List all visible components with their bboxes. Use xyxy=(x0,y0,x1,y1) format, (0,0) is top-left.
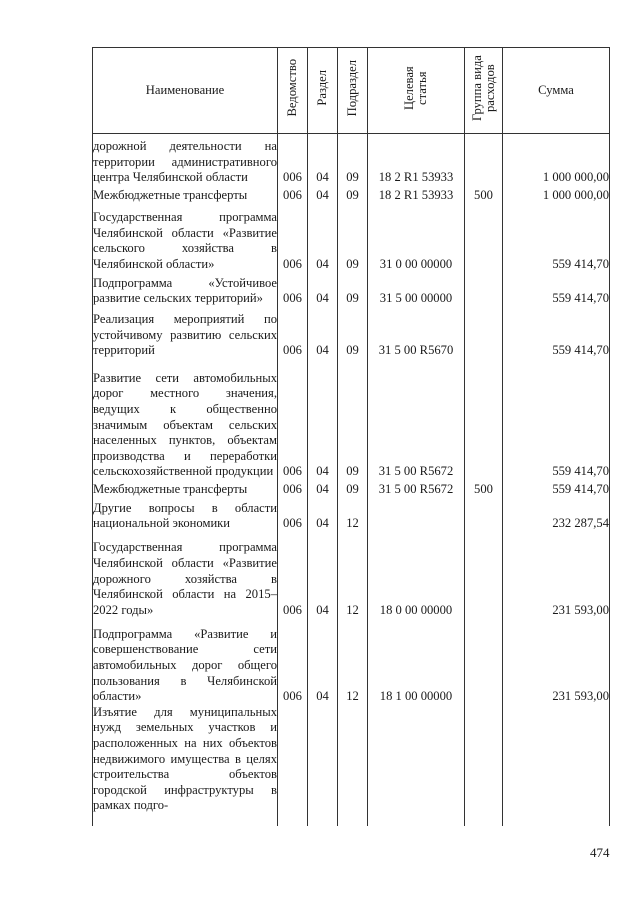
row-name: Другие вопросы в области национальной экономики xyxy=(93,497,278,532)
header-subsection-label: Подраздел xyxy=(345,60,359,117)
header-dept-label: Ведомство xyxy=(285,59,299,117)
row-name: Изъятие для муниципальных нужд земельных участков и расположенных на них объектов недвижимого имущества в целях строительства объектов городской инфраструктуры в рамках подго- xyxy=(93,705,278,826)
row-subsection: 09 xyxy=(338,134,368,186)
row-section: 04 xyxy=(308,618,338,704)
row-group xyxy=(465,134,503,186)
row-name: Реализация мероприятий по устойчивому развитию сельских территорий xyxy=(93,307,278,359)
table-row xyxy=(93,497,610,532)
row-name: дорожной деятельности на территории административного центра Челябинской области xyxy=(93,134,278,186)
row-section: 04 xyxy=(308,134,338,186)
table-row xyxy=(93,307,610,359)
row-amount xyxy=(503,705,610,826)
row-dept: 006 xyxy=(278,497,308,532)
row-target xyxy=(368,497,465,532)
row-section: 04 xyxy=(308,272,338,307)
row-group xyxy=(465,618,503,704)
row-dept: 006 xyxy=(278,186,308,203)
row-dept: 006 xyxy=(278,203,308,272)
row-target: 31 5 00 R5672 xyxy=(368,480,465,497)
row-group xyxy=(465,307,503,359)
row-amount: 559 414,70 xyxy=(503,203,610,272)
row-section: 04 xyxy=(308,532,338,618)
header-amount: Сумма xyxy=(503,48,610,134)
row-name: Подпрограмма «Устойчивое развитие сельских территорий» xyxy=(93,272,278,307)
row-dept: 006 xyxy=(278,134,308,186)
header-section xyxy=(308,48,338,134)
header-section-label: Раздел xyxy=(315,70,329,107)
row-target: 18 1 00 00000 xyxy=(368,618,465,704)
row-subsection: 12 xyxy=(338,497,368,532)
row-amount: 232 287,54 xyxy=(503,497,610,532)
row-target xyxy=(368,705,465,826)
row-name: Развитие сети автомобильных дорог местного значения, ведущих к общественно значимым объектам сельских населенных пунктов, объектам производства и переработки сельскохозяйственной продукции xyxy=(93,359,278,480)
row-section: 04 xyxy=(308,497,338,532)
row-group: 500 xyxy=(465,186,503,203)
row-dept: 006 xyxy=(278,272,308,307)
header-name: Наименование xyxy=(93,48,278,134)
row-dept: 006 xyxy=(278,532,308,618)
header-target xyxy=(368,48,465,134)
row-section: 04 xyxy=(308,203,338,272)
row-amount: 559 414,70 xyxy=(503,480,610,497)
header-dept xyxy=(278,48,308,134)
row-group xyxy=(465,532,503,618)
row-group xyxy=(465,272,503,307)
row-subsection: 12 xyxy=(338,618,368,704)
budget-table xyxy=(92,47,610,826)
row-subsection: 09 xyxy=(338,272,368,307)
row-amount: 231 593,00 xyxy=(503,618,610,704)
row-amount: 559 414,70 xyxy=(503,307,610,359)
row-target: 18 2 R1 53933 xyxy=(368,186,465,203)
row-target: 31 5 00 R5672 xyxy=(368,359,465,480)
row-name: Межбюджетные трансферты xyxy=(93,480,278,497)
row-section: 04 xyxy=(308,186,338,203)
table-row xyxy=(93,203,610,272)
row-group: 500 xyxy=(465,480,503,497)
row-group xyxy=(465,497,503,532)
row-subsection: 09 xyxy=(338,307,368,359)
row-target: 31 0 00 00000 xyxy=(368,203,465,272)
row-section: 04 xyxy=(308,480,338,497)
row-subsection xyxy=(338,705,368,826)
table-row xyxy=(93,272,610,307)
row-subsection: 09 xyxy=(338,480,368,497)
row-group xyxy=(465,705,503,826)
row-name: Государственная программа Челябинской области «Развитие сельского хозяйства в Челябинской области» xyxy=(93,203,278,272)
table-row xyxy=(93,618,610,704)
row-target: 18 2 R1 53933 xyxy=(368,134,465,186)
table-row xyxy=(93,532,610,618)
table-row xyxy=(93,134,610,186)
page-number: 474 xyxy=(590,845,610,860)
row-amount: 231 593,00 xyxy=(503,532,610,618)
row-name: Межбюджетные трансферты xyxy=(93,186,278,203)
row-amount: 559 414,70 xyxy=(503,272,610,307)
table-row xyxy=(93,480,610,497)
row-target: 31 5 00 00000 xyxy=(368,272,465,307)
row-group xyxy=(465,359,503,480)
row-section: 04 xyxy=(308,307,338,359)
row-amount: 1 000 000,00 xyxy=(503,134,610,186)
row-dept: 006 xyxy=(278,618,308,704)
row-subsection: 09 xyxy=(338,186,368,203)
row-target: 31 5 00 R5670 xyxy=(368,307,465,359)
header-subsection xyxy=(338,48,368,134)
row-subsection: 12 xyxy=(338,532,368,618)
row-dept: 006 xyxy=(278,307,308,359)
row-group xyxy=(465,203,503,272)
table-row xyxy=(93,186,610,203)
row-amount: 1 000 000,00 xyxy=(503,186,610,203)
table-row xyxy=(93,705,610,826)
row-name: Государственная программа Челябинской области «Развитие дорожного хозяйства в Челябинской области на 2015–2022 годы» xyxy=(93,532,278,618)
row-dept: 006 xyxy=(278,359,308,480)
row-dept xyxy=(278,705,308,826)
row-subsection: 09 xyxy=(338,203,368,272)
header-expense-group xyxy=(465,48,503,134)
row-dept: 006 xyxy=(278,480,308,497)
row-amount: 559 414,70 xyxy=(503,359,610,480)
row-target: 18 0 00 00000 xyxy=(368,532,465,618)
row-section: 04 xyxy=(308,359,338,480)
row-name: Подпрограмма «Развитие и совершенствование сети автомобильных дорог общего пользования в Челябинской области» xyxy=(93,618,278,704)
header-target-label: Целевая статья xyxy=(402,66,429,111)
row-section xyxy=(308,705,338,826)
header-expense-group-label: Группа вида расходов xyxy=(469,55,497,122)
table-row xyxy=(93,359,610,480)
row-subsection: 09 xyxy=(338,359,368,480)
table-header-row xyxy=(93,48,610,134)
